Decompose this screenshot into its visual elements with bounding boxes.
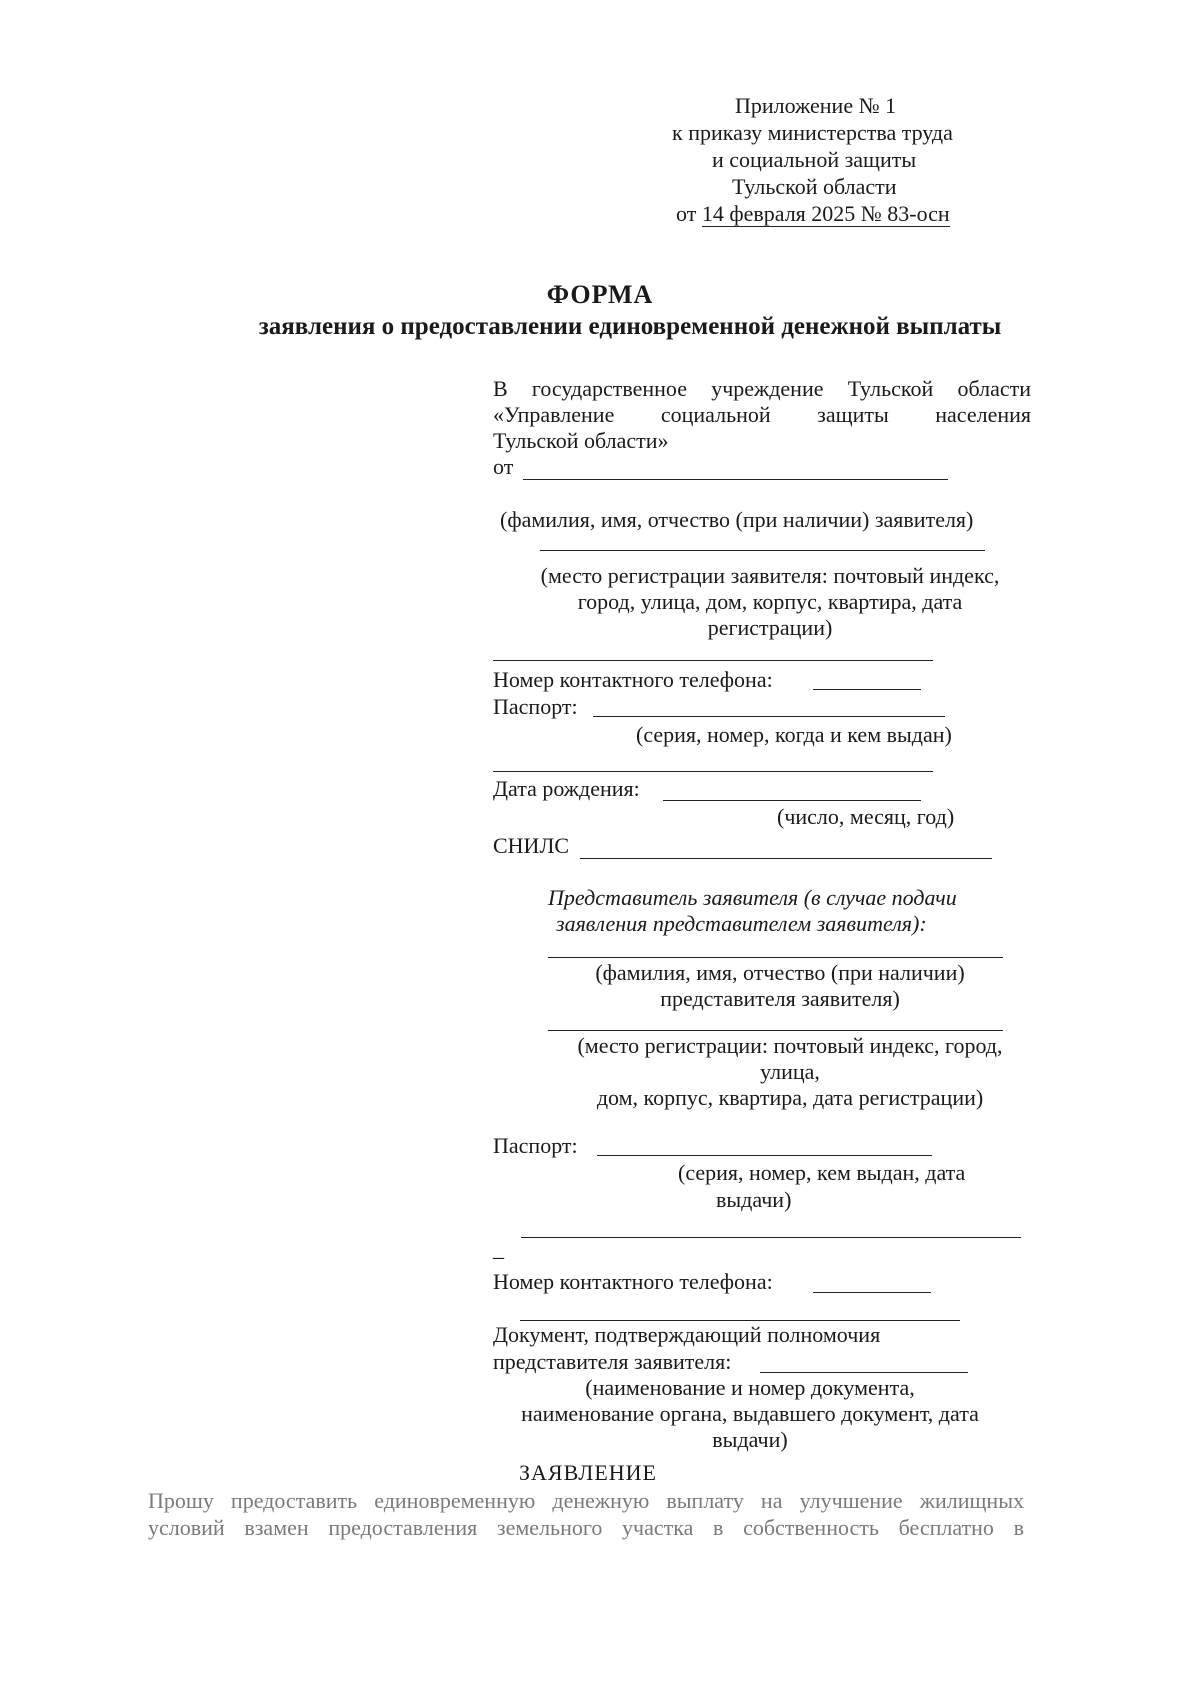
order-reference-line-1: к приказу министерства труда (672, 120, 953, 145)
order-reference-line-3: Тульской области (732, 174, 897, 199)
snils-label: СНИЛС (493, 833, 570, 858)
snils-field[interactable] (580, 858, 992, 859)
applicant-registration-field[interactable] (540, 550, 985, 551)
representative-fio-field[interactable] (548, 957, 1003, 958)
representative-fio-hint-1: (фамилия, имя, отчество (при наличии) (595, 960, 965, 985)
order-date-value: 14 февраля 2025 № 83-осн (701, 201, 950, 226)
addressee-line-1: В государственное учреждение Тульской области (493, 376, 1031, 401)
addressee-line-2 (493, 402, 1031, 428)
addressee-word: социальной (660, 402, 771, 427)
form-subtitle: заявления о предоставлении единовременной денежной выплаты (258, 313, 1002, 340)
authority-document-label-1: Документ, подтверждающий полномочия (493, 1322, 881, 1347)
applicant-registration-hint-2: город, улица, дом, корпус, квартира, дата (577, 589, 963, 614)
applicant-passport-label: Паспорт: (493, 694, 578, 719)
representative-registration-hint-1: (место регистрации: почтовый индекс, город, (577, 1033, 1003, 1058)
order-reference-line-2: и социальной защиты (712, 147, 917, 172)
from-label: от (493, 454, 514, 479)
addressee-line-3: Тульской области» (493, 428, 669, 453)
authority-document-field[interactable] (760, 1372, 968, 1373)
order-date-line (676, 201, 950, 227)
representative-phone-field[interactable] (813, 1292, 931, 1293)
applicant-registration-hint-1: (место регистрации заявителя: почтовый индекс, (540, 563, 1000, 588)
applicant-passport-field[interactable] (593, 716, 945, 717)
dash-mark: _ (493, 1236, 504, 1261)
statement-line-1: Прошу предоставить единовременную денежную выплату на улучшение жилищных (148, 1488, 1024, 1513)
authority-document-hint-2: наименование органа, выдавшего документ, дата (521, 1401, 979, 1426)
appendix-number: Приложение № 1 (735, 93, 897, 118)
representative-passport-label: Паспорт: (493, 1133, 578, 1158)
representative-phone-label: Номер контактного телефона: (493, 1269, 773, 1294)
applicant-extra-field[interactable] (493, 660, 933, 661)
order-date-prefix: от (676, 201, 697, 226)
authority-document-label-2: представителя заявителя: (493, 1349, 732, 1374)
representative-passport-field[interactable] (597, 1155, 932, 1156)
representative-passport-hint-2: выдачи) (716, 1187, 792, 1212)
birth-date-hint: (число, месяц, год) (777, 804, 955, 829)
applicant-registration-hint-3: регистрации) (707, 615, 833, 640)
representative-registration-hint-3: дом, корпус, квартира, дата регистрации) (596, 1085, 984, 1110)
applicant-fio-field[interactable] (523, 479, 948, 480)
authority-document-hint-1: (наименование и номер документа, (585, 1375, 915, 1400)
representative-heading-2: заявления представителем заявителя): (556, 911, 927, 936)
birth-date-label: Дата рождения: (493, 776, 640, 801)
representative-registration-hint-2: улица, (760, 1059, 820, 1084)
representative-heading-1: Представитель заявителя (в случае подачи (548, 885, 957, 910)
statement-line-2: условий взамен предоставления земельного участка в собственность бесплатно в (148, 1515, 1024, 1540)
representative-fio-hint-2: представителя заявителя) (660, 986, 900, 1011)
addressee-word: защиты (817, 402, 889, 427)
birth-date-field[interactable] (663, 800, 921, 801)
addressee-word: «Управление (493, 402, 615, 427)
authority-document-hint-3: выдачи) (712, 1427, 788, 1452)
addressee-word: населения (935, 402, 1031, 427)
applicant-passport-field-2[interactable] (493, 771, 933, 772)
form-title: ФОРМА (546, 280, 654, 309)
representative-registration-field[interactable] (548, 1030, 1003, 1031)
representative-passport-hint-1: (серия, номер, кем выдан, дата (678, 1160, 966, 1185)
statement-heading: ЗАЯВЛЕНИЕ (519, 1460, 657, 1485)
representative-passport-field-2[interactable] (521, 1237, 1021, 1238)
applicant-passport-hint: (серия, номер, когда и кем выдан) (636, 722, 952, 747)
representative-extra-field[interactable] (520, 1320, 960, 1321)
applicant-fio-hint: (фамилия, имя, отчество (при наличии) заявителя) (500, 507, 974, 532)
applicant-phone-label: Номер контактного телефона: (493, 667, 773, 692)
applicant-phone-field[interactable] (813, 689, 921, 690)
